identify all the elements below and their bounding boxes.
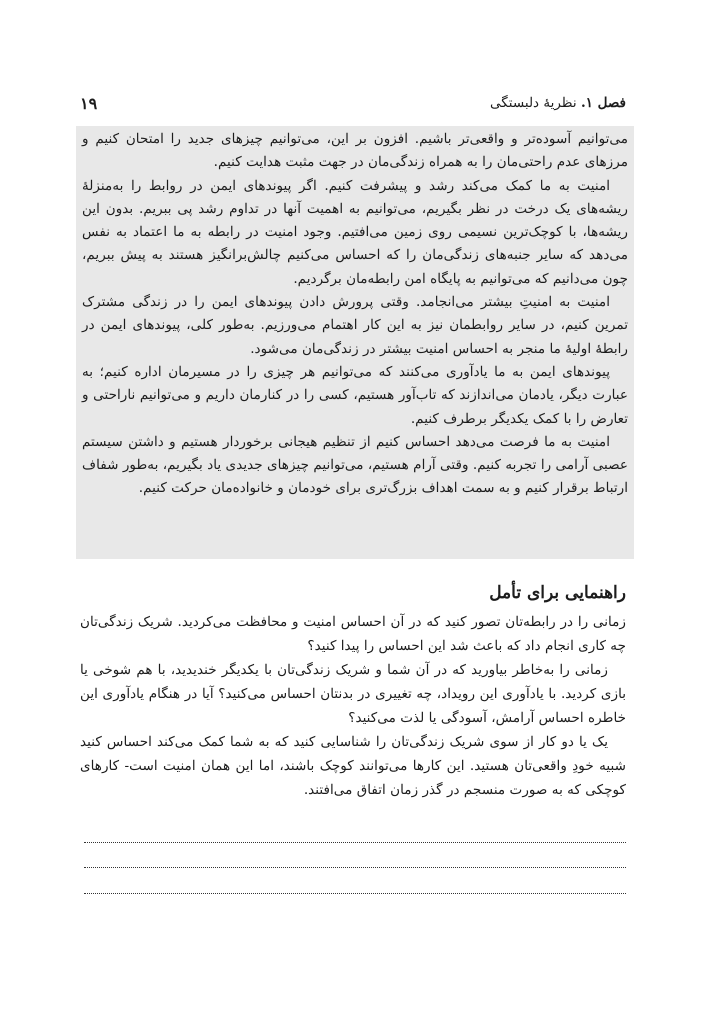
shaded-paragraph: پیوندهای ایمن به ما یادآوری می‌کنند که می‌توانیم هر چیزی را در مسیرمان اداره کنیم؛ به عبارت دیگر، یادمان می‌اندازند که تاب‌آور هستیم، کسی را در کنارمان داریم و می‌توانیم ناراحتی و تعارض را با کمک یکدیگر برطرف کنیم.	[82, 363, 628, 427]
answer-dotted-line	[84, 893, 626, 894]
answer-dotted-line	[84, 842, 626, 843]
shaded-paragraph: می‌توانیم آسوده‌تر و واقعی‌تر باشیم. افزون بر این، می‌توانیم چیزهای جدید را امتحان کنیم و مرزهای عدم راحتی‌مان را به همراه زندگی‌مان در جهت مثبت هدایت کنیم.	[82, 131, 628, 171]
reflection-text	[80, 610, 626, 802]
reflection-title: راهنمایی برای تأمل	[489, 583, 626, 603]
page-number: ۱۹	[80, 93, 98, 113]
header-chapter-label: فصل ۱.	[580, 95, 626, 111]
header-chapter-info	[490, 95, 626, 111]
answer-dotted-line	[84, 867, 626, 868]
shaded-paragraph: امنیت به امنیتِ بیشتر می‌انجامد. وقتی پرورش دادن پیوندهای ایمن را در زندگی مشترک تمرین کنیم، در سایر روابطمان نیز به این کار اهتمام می‌ورزیم. به‌طور کلی، پیوندهای ایمن در رابطهٔ اولیهٔ ما منجر به احساس امنیت بیشتر در زندگی‌مان می‌شود.	[82, 294, 628, 357]
running-header	[80, 90, 626, 116]
reflection-paragraph: یک یا دو کار از سوی شریک زندگی‌تان را شناسایی کنید که به شما کمک می‌کند احساس کنید شبیه خودِ واقعی‌تان هستید. این کارها می‌توانند کوچک باشند، اما این همان امنیت است- کارهای کوچکی که به صورت منسجم در گذر زمان اتفاق می‌افتند.	[80, 734, 626, 798]
shaded-box-text	[82, 128, 628, 501]
shaded-paragraph: امنیت به ما فرصت می‌دهد احساس کنیم از تنظیم هیجانی برخوردار هستیم و داشتن سیستم عصبی آرامی را تجربه کنیم. وقتی آرام هستیم، می‌توانیم چیزهای جدیدی یاد بگیریم، به‌طور شفاف ارتباط برقرار کنیم و به سمت اهداف بزرگ‌تری برای خودمان و خانواده‌مان حرکت کنیم.	[82, 433, 628, 497]
header-chapter-title: نظریهٔ دلبستگی	[490, 95, 577, 111]
reflection-paragraph: زمانی را در رابطه‌تان تصور کنید که در آن احساس امنیت و محافظت می‌کردید. شریک زندگی‌تان چه کاری انجام داد که باعث شد این احساس را پیدا کنید؟	[80, 614, 626, 654]
reflection-paragraph: زمانی را به‌خاطر بیاورید که در آن شما و شریک زندگی‌تان با یکدیگر خندیدید، با هم شوخی یا بازی کردید. با یادآوری این رویداد، چه تغییری در بدنتان احساس می‌کنید؟ آیا در هنگام یادآوری این خاطره احساس آرامش، آسودگی یا لذت می‌کنید؟	[80, 662, 626, 726]
shaded-paragraph: امنیت به ما کمک می‌کند رشد و پیشرفت کنیم. اگر پیوندهای ایمن در روابط را به‌منزلهٔ ریشه‌های یک درخت در نظر بگیریم، می‌توانیم به اهمیت آنها در تداوم رشد پی ببریم. بدون این ریشه‌ها، با کوچک‌ترین نسیمی روی زمین می‌افتیم. وجود امنیت در رابطه به ما اعتماد به نفس می‌دهد که سایر جنبه‌های زندگی‌مان را که احساس می‌کنیم چالش‌برانگیز هستند به پیش ببریم، چون می‌دانیم که می‌توانیم به پایگاه امن رابطه‌مان برگردیم.	[82, 177, 628, 287]
